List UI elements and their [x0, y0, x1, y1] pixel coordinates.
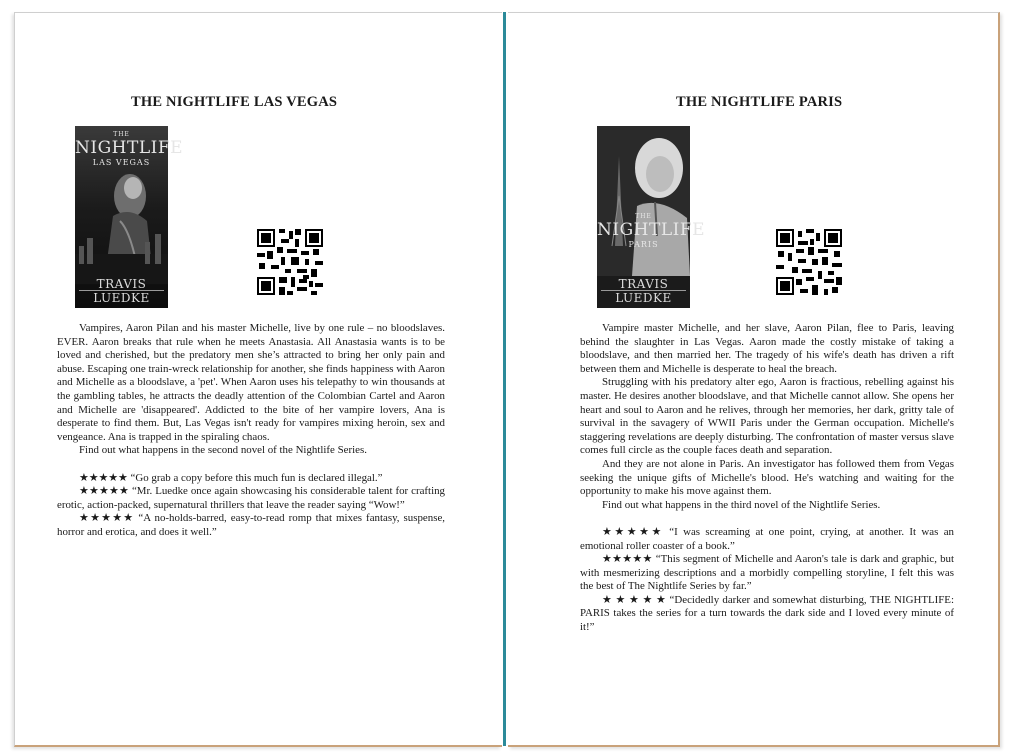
review-quote: ★★★★★ “A no-holds-barred, easy-to-read romp that mixes fantasy, suspense, horror and erotica, and does it well.” — [57, 512, 445, 538]
left-description — [57, 322, 445, 540]
cover-title: NIGHTLIFE — [597, 220, 706, 240]
description-paragraph: Find out what happens in the third novel of the Nightlife Series. — [602, 498, 881, 511]
cover-top-label: THE — [635, 213, 652, 220]
description-paragraph: Struggling with his predatory alter ego, Aaron is fractious, rebelling against his master. He desires another bloodslave, and that Michelle cannot allow. She opens her heart and soul to Aaron and he relives, through her memories, her dark, gritty tale of survival in the savagery of WWII Paris under the German occupation. Michelle's staggering revelations are deeply disturbing. The confrontation of master versus slave comes full circle as the couple faces death and separation. — [580, 376, 954, 457]
description-paragraph: Vampire master Michelle, and her slave, Aaron Pilan, flee to Paris, leaving behind the slaughter in Las Vegas. Aaron made the costly mistake of taking a bloodslave, and then married her. The tragedy of his wife's death has driven a rift between them and Michelle is desperate to heal the breach. — [580, 322, 954, 375]
right-description — [580, 322, 954, 635]
description-paragraph: Vampires, Aaron Pilan and his master Michelle, live by one rule – no bloodslaves. EVER. Aaron breaks that rule when he meets Anastasia. All Anastasia wants is to be loved and cherished, but the predatory men she’s attracted to bring her only pain and abuse. Escaping one train-wreck relationship for another, she finds happiness with Aaron and Michelle as a bloodslave, a 'pet'. When Aaron uses his telepathy to win thousands at the gambling tables, he attracts the deadly attention of the Colombian Cartel and Aaron and Michelle are 'disappeared'. Addicted to the bite of her vampire lovers, Ana is desperate to find them. But, Las Vegas isn't ready for vampires mixing heroin, sex and vengeance. Ana is trapped in the spiraling chaos. — [57, 322, 445, 443]
cover-author: TRAVIS LUEDKE — [615, 277, 672, 305]
review-quote: ★ ★ ★ ★ ★ “Decidedly darker and somewhat disturbing, THE NIGHTLIFE: PARIS takes the series for a turn towards the dark side and I loved every minute of it!” — [580, 593, 954, 634]
qr-code-icon[interactable] — [776, 229, 842, 295]
left-book-title: THE NIGHTLIFE LAS VEGAS — [131, 94, 338, 110]
right-book-title: THE NIGHTLIFE PARIS — [676, 94, 843, 110]
page-spine — [503, 12, 506, 746]
review-quote: ★★★★★ “I was screaming at one point, crying, at another. It was an emotional roller coaster of a book.” — [580, 525, 954, 552]
description-paragraph: And they are not alone in Paris. An investigator has followed them from Vegas seeking the unique gifts of Michelle's blood. He's watching and waiting for the opportunity to make his move against them. — [580, 457, 954, 498]
right-book-cover[interactable] — [597, 126, 706, 308]
qr-code-icon[interactable] — [257, 229, 323, 295]
cover-author: TRAVIS LUEDKE — [93, 277, 150, 305]
description-paragraph: Find out what happens in the second novel of the Nightlife Series. — [79, 444, 367, 457]
left-book-cover[interactable] — [75, 126, 184, 308]
cover-subtitle: PARIS — [628, 240, 659, 249]
cover-subtitle: LAS VEGAS — [92, 158, 151, 167]
cover-title: NIGHTLIFE — [75, 138, 184, 158]
review-quote: ★★★★★ “Mr. Luedke once again showcasing his considerable talent for crafting erotic, action-packed, supernatural thrillers that leave the reader saying “Wow!” — [57, 485, 445, 511]
review-quote: ★★★★★ “This segment of Michelle and Aaron's tale is dark and graphic, but with mesmerizing descriptions and a morbidly compelling storyline, I felt this was the best of The Nightlife Series by far.” — [580, 553, 954, 593]
review-quote: ★★★★★ “Go grab a copy before this much fun is declared illegal.” — [79, 471, 383, 484]
cover-top-label: THE — [113, 131, 130, 138]
